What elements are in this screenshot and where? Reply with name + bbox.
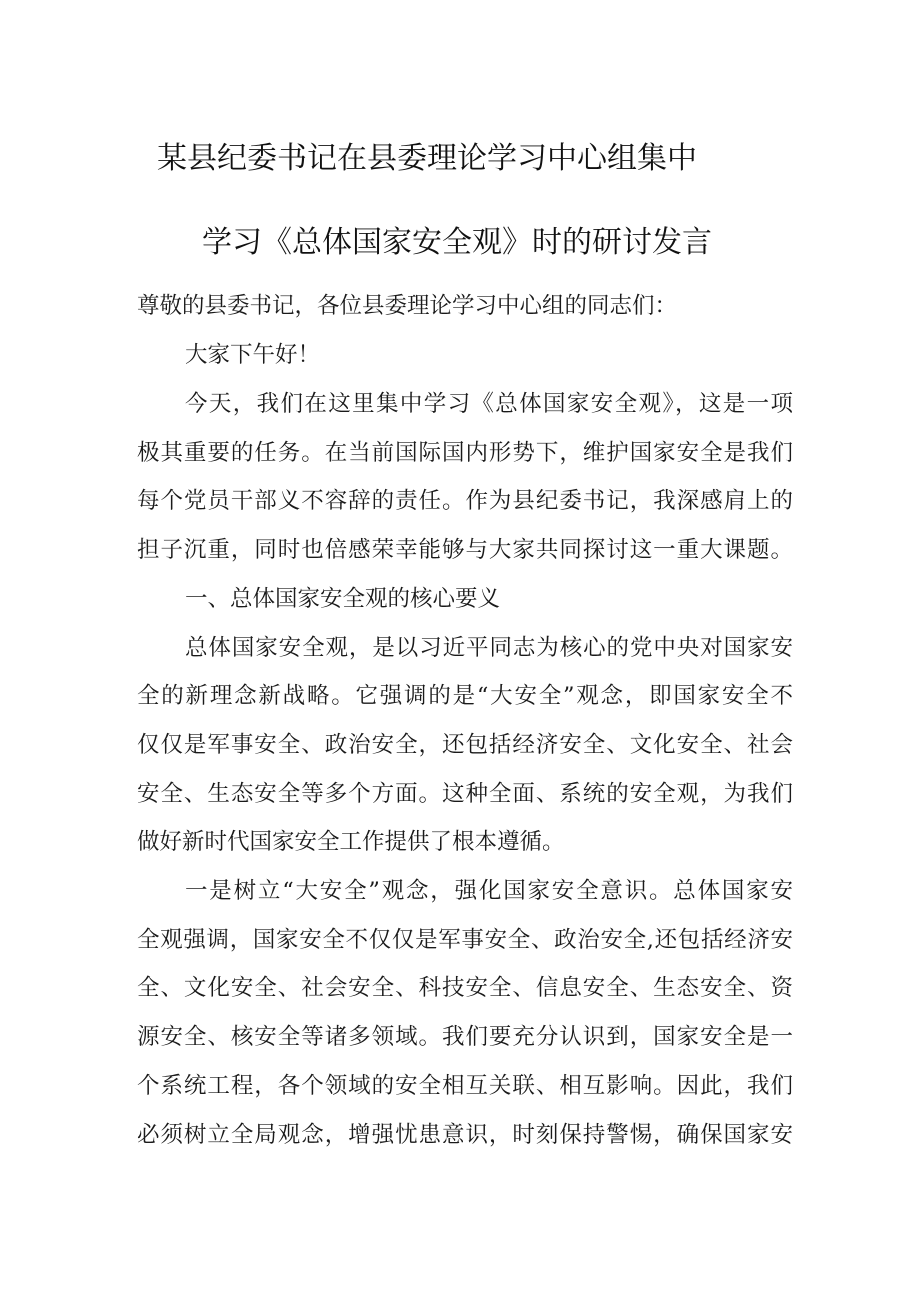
- paragraph-3-line: 全、文化安全、社会安全、科技安全、信息安全、生态安全、资: [137, 975, 793, 1002]
- paragraph-2-line: 安全、生态安全等多个方面。这种全面、系统的安全观，为我们: [137, 780, 793, 807]
- section-heading: 一、总体国家安全观的核心要义: [185, 585, 501, 612]
- paragraph-1-line: 每个党员干部义不容辞的责任。作为县纪委书记，我深感肩上的: [137, 488, 793, 515]
- document-title-line-2: 学习《总体国家安全观》时的研讨发言: [202, 225, 712, 260]
- paragraph-3-line: 个系统工程，各个领域的安全相互关联、相互影响。因此，我们: [137, 1072, 793, 1099]
- paragraph-1-line: 担子沉重，同时也倍感荣幸能够与大家共同探讨这一重大课题。: [137, 537, 793, 564]
- paragraph-2-line: 仅仅是军事安全、政治安全，还包括经济安全、文化安全、社会: [137, 731, 793, 758]
- document-title-line-1: 某县纪委书记在县委理论学习中心组集中: [157, 141, 697, 176]
- paragraph-3-line: 源安全、核安全等诸多领域。我们要充分认识到，国家安全是一: [137, 1024, 793, 1051]
- paragraph-2-line: 总体国家安全观，是以习近平同志为核心的党中央对国家安: [185, 634, 793, 661]
- paragraph-2-line: 做好新时代国家安全工作提供了根本遵循。: [137, 829, 565, 856]
- greeting: 大家下午好！: [185, 342, 321, 368]
- paragraph-3-line: 全观强调，国家安全不仅仅是军事安全、政治安全,还包括经济安: [137, 926, 793, 953]
- paragraph-3-line: 一是树立“大安全”观念，强化国家安全意识。总体国家安: [185, 878, 793, 904]
- paragraph-3-line: 必须树立全局观念，增强忧患意识，时刻保持警惕，确保国家安: [137, 1121, 793, 1148]
- paragraph-1-line: 极其重要的任务。在当前国际国内形势下，维护国家安全是我们: [137, 439, 793, 466]
- paragraph-1-line: 今天，我们在这里集中学习《总体国家安全观》，这是一项: [185, 391, 793, 417]
- paragraph-2-line: 全的新理念新战略。它强调的是“大安全”观念，即国家安全不: [137, 683, 793, 710]
- salutation: 尊敬的县委书记，各位县委理论学习中心组的同志们：: [137, 293, 678, 319]
